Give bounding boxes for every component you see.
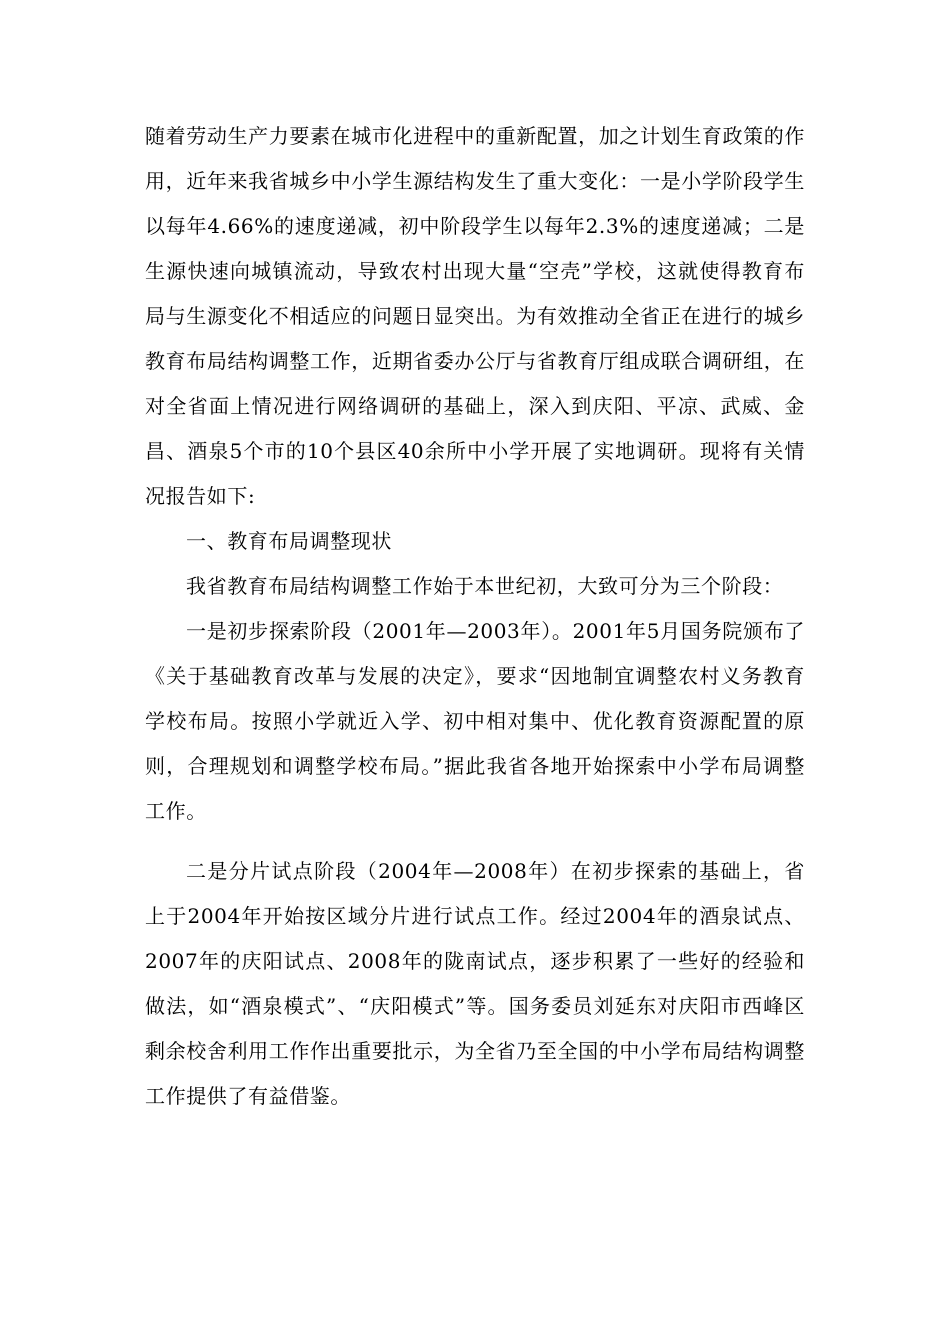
paragraph-stage-two: 二是分片试点阶段（2004年—2008年）在初步探索的基础上，省上于2004年开始按区域分片进行试点工作。经过2004年的酒泉试点、2007年的庆阳试点、2008年的陇南试点，逐步积累了一些好的经验和做法，如“酒泉模式”、“庆阳模式”等。国务委员刘延东对庆阳市西峰区剩余校舍利用工作作出重要批示，为全省乃至全国的中小学布局结构调整工作提供了有益借鉴。 <box>145 859 805 1108</box>
section-heading: 一、教育布局调整现状 <box>186 529 392 553</box>
paragraph-stages-overview: 我省教育布局结构调整工作始于本世纪初，大致可分为三个阶段： <box>186 574 784 598</box>
document-body <box>145 114 805 1119</box>
paragraph-stage-one: 一是初步探索阶段（2001年—2003年）。2001年5月国务院颁布了《关于基础教育改革与发展的决定》，要求“因地制宜调整农村义务教育学校布局。按照小学就近入学、初中相对集中、优化教育资源配置的原则，合理规划和调整学校布局。”据此我省各地开始探索中小学布局调整工作。 <box>145 619 805 823</box>
paragraph-intro: 随着劳动生产力要素在城市化进程中的重新配置，加之计划生育政策的作用，近年来我省城乡中小学生源结构发生了重大变化：一是小学阶段学生以每年4.66%的速度递减，初中阶段学生以每年2.3%的速度递减；二是生源快速向城镇流动，导致农村出现大量“空壳”学校，这就使得教育布局与生源变化不相适应的问题日显突出。为有效推动全省正在进行的城乡教育布局结构调整工作，近期省委办公厅与省教育厅组成联合调研组，在对全省面上情况进行网络调研的基础上，深入到庆阳、平凉、武威、金昌、酒泉5个市的10个县区40余所中小学开展了实地调研。现将有关情况报告如下: <box>145 124 805 508</box>
